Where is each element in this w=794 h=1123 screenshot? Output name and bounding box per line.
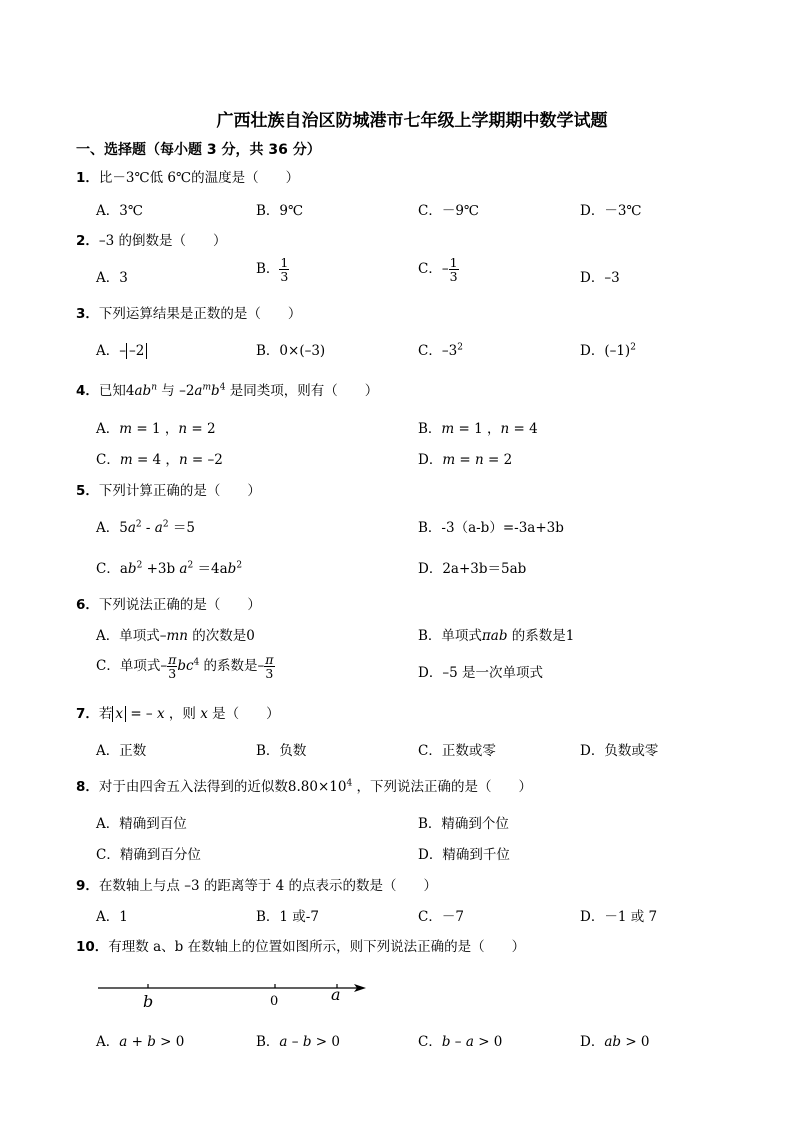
question-6: 6．下列说法正确的是（ ） xyxy=(76,597,261,613)
question-5: 5．下列计算正确的是（ ） xyxy=(76,483,261,499)
option-c: C．b – a > 0 xyxy=(418,1034,503,1050)
question-text: 下列计算正确的是（ ） xyxy=(98,483,261,499)
label-a: a xyxy=(331,985,341,1004)
fraction: $\frac{1}{3}$ xyxy=(449,255,458,285)
section-heading: 一、选择题（每小题 3 分，共 36 分） xyxy=(76,142,321,158)
option-b: B．1 或-7 xyxy=(256,909,319,925)
option-c: C．－7 xyxy=(418,909,464,925)
option-b: B．单项式πab 的系数是1 xyxy=(418,628,575,644)
option-b: B．9℃ xyxy=(256,203,304,219)
label-zero: 0 xyxy=(270,994,279,1009)
question-1: 1．比－3℃低 6℃的温度是（ ） xyxy=(76,170,300,186)
option-d: D．–3 xyxy=(580,270,620,286)
option-a: A．单项式–mn 的次数是0 xyxy=(96,628,255,644)
option-d: D．2a+3b＝5ab xyxy=(418,561,527,577)
option-d: D．负数或零 xyxy=(580,743,659,759)
question-text: 有理数 a、b 在数轴上的位置如图所示，则下列说法正确的是（ ） xyxy=(108,939,526,955)
option-b: B．0×(–3) xyxy=(256,343,326,359)
option-a: A．$5a^2 - a^2 =5$ xyxy=(96,519,195,536)
question-8: 8．对于由四舍五入法得到的近似数$8.80\times 10^4$ ，下列说法正确的是（ ） xyxy=(76,778,532,795)
option-d: D．－3℃ xyxy=(580,203,642,219)
option-a: A．– –2 xyxy=(96,339,147,359)
question-2: 2．–3 的倒数是（ ） xyxy=(76,233,227,249)
option-c: C．正数或零 xyxy=(418,743,496,759)
option-d: D．－1 或 7 xyxy=(580,909,658,925)
question-7: 7．若 x = – x ，则 x 是（ ） xyxy=(76,706,280,722)
option-a: A．3 xyxy=(96,270,128,286)
option-b: B． $\frac{1}{3}$ xyxy=(256,255,289,285)
option-a: A．3℃ xyxy=(96,203,143,219)
option-d: D．$(-1)^2$ xyxy=(580,342,636,359)
question-4: 4．已知$4ab^n$ 与 $-2a^mb^4$ 是同类项，则有（ ） xyxy=(76,382,379,399)
question-3: 3．下列运算结果是正数的是（ ） xyxy=(76,306,302,322)
question-text: 下列运算结果是正数的是（ ） xyxy=(98,306,302,322)
option-c: C．$-3^2$ xyxy=(418,342,463,359)
option-d: D．m = n = 2 xyxy=(418,452,513,468)
option-b: B．a – b > 0 xyxy=(256,1034,340,1050)
option-c: C．– $\frac{1}{3}$ xyxy=(418,255,458,285)
option-a: A．精确到百位 xyxy=(96,816,187,832)
option-d: D．–5 是一次单项式 xyxy=(418,665,543,681)
option-a: A．正数 xyxy=(96,743,147,759)
option-c: C．精确到百分位 xyxy=(96,847,201,863)
option-c: C．单项式– $\frac{\pi}{3}$ $bc^4$ 的系数是– $\frac{\pi}{3}$ xyxy=(96,652,274,682)
option-d: D．精确到千位 xyxy=(418,847,510,863)
option-c: C．m = 4 ，n = –2 xyxy=(96,452,223,468)
option-b: B．-3（a-b）=-3a+3b xyxy=(418,520,564,536)
option-b: B．精确到个位 xyxy=(418,816,509,832)
fraction: $\frac{1}{3}$ xyxy=(280,255,289,285)
page-title: 广西壮族自治区防城港市七年级上学期期中数学试题 xyxy=(216,111,608,131)
label-b: b xyxy=(143,992,154,1011)
number-line xyxy=(96,976,376,1012)
option-b: B．负数 xyxy=(256,743,307,759)
option-c: C．$ab^2 +3b$ $a^2 =4ab^2$ xyxy=(96,560,243,577)
option-d: D．ab > 0 xyxy=(580,1034,650,1050)
option-a: A．1 xyxy=(96,909,128,925)
question-text: 下列说法正确的是（ ） xyxy=(98,597,261,613)
question-9: 9．在数轴上与点 –3 的距离等于 4 的点表示的数是（ ） xyxy=(76,878,437,894)
question-text: 比－3℃低 6℃的温度是（ ） xyxy=(98,170,300,186)
question-text: –3 的倒数是（ ） xyxy=(98,233,227,249)
option-c: C．－9℃ xyxy=(418,203,480,219)
option-a: A．a + b > 0 xyxy=(96,1034,185,1050)
option-b: B．m = 1 ，n = 4 xyxy=(418,421,538,437)
question-10: 10．有理数 a、b 在数轴上的位置如图所示，则下列说法正确的是（ ） xyxy=(76,939,526,955)
question-text: 在数轴上与点 –3 的距离等于 4 的点表示的数是（ ） xyxy=(98,878,437,894)
option-a: A．m = 1 ，n = 2 xyxy=(96,421,216,437)
